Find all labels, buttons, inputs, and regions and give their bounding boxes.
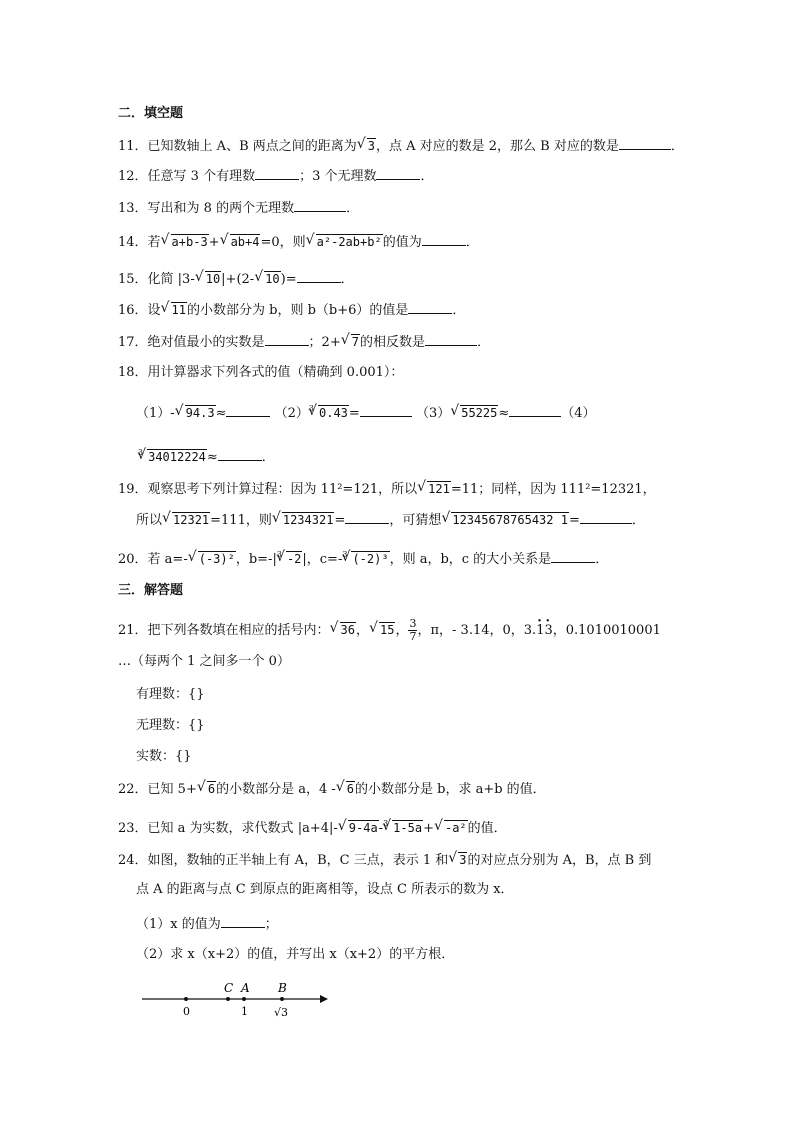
- question-24-part2: （2）求 x（x+2）的值，并写出 x（x+2）的平方根．: [136, 947, 455, 962]
- arrow-icon: [320, 995, 328, 1003]
- answer-blank[interactable]: [422, 232, 466, 246]
- question-13: 13．写出和为 8 的两个无理数 ．: [118, 198, 359, 218]
- question-17: 17．绝对值最小的实数是 ；2+√ 7的相反数是 ．: [118, 332, 490, 352]
- answer-blank[interactable]: [408, 300, 452, 314]
- tick-0: 0: [183, 1005, 190, 1018]
- section-fill-title: 二．填空题: [118, 106, 184, 121]
- label-b: B: [278, 981, 287, 995]
- label-c: C: [224, 981, 234, 995]
- rational-set: 有理数：{}: [136, 687, 205, 702]
- answer-blank[interactable]: [425, 332, 477, 346]
- answer-blank[interactable]: [255, 166, 299, 180]
- question-23: 23．已知 a 为实数，求代数式 |a+4|-√ 9-4a-$^3$√ 1-5a+√ -a²的值．: [118, 815, 507, 838]
- question-18: 18．用计算器求下列各式的值（精确到 0.001）：: [118, 365, 404, 380]
- answer-blank[interactable]: [580, 510, 632, 524]
- answer-blank[interactable]: [294, 198, 346, 212]
- question-16: 16．设√ 11的小数部分为 b，则 b（b+6）的值是 ．: [118, 300, 465, 320]
- answer-blank[interactable]: [265, 332, 309, 346]
- answer-blank[interactable]: [551, 549, 595, 563]
- answer-blank[interactable]: [221, 914, 265, 928]
- point-0: [184, 997, 188, 1001]
- section-answer-title: 三．解答题: [118, 583, 184, 598]
- question-19: 19．观察思考下列计算过程：因为 11²=121，所以√ 121=11；同样，因为 111²=12321，: [118, 480, 656, 499]
- answer-blank[interactable]: [345, 510, 389, 524]
- answer-blank[interactable]: [360, 403, 412, 417]
- question-24-cont: 点 A 的距离与点 C 到原点的距离相等，设点 C 所表示的数为 x．: [136, 882, 514, 897]
- real-set: 实数：{}: [136, 749, 192, 764]
- label-a: A: [241, 981, 250, 995]
- question-24-part1: （1）x 的值为 ；: [136, 914, 278, 934]
- irrational-set: 无理数：{}: [136, 718, 205, 733]
- point-a: [242, 997, 246, 1001]
- question-21-cont: …（每两个 1 之间多一个 0）: [118, 654, 290, 669]
- tick-sqrt3: √3: [274, 1006, 289, 1019]
- point-b: [280, 997, 284, 1001]
- point-c: [226, 997, 230, 1001]
- question-11: 11．已知数轴上 A、B 两点之间的距离为√ 3，点 A 对应的数是 2，那么 B 对应的数是 ．: [118, 136, 684, 156]
- answer-blank[interactable]: [376, 166, 420, 180]
- answer-blank[interactable]: [218, 447, 262, 461]
- question-24: 24．如图，数轴的正半轴上有 A，B，C 三点，表示 1 和√ 3的对应点分别为 A，B，点 B 到: [118, 851, 651, 870]
- question-19-cont: 所以√ 12321=111，则√ 1234321= ，可猜想√ 12345678765432 1= ．: [136, 510, 645, 530]
- question-21: 21．把下列各数填在相应的括号内：√ 36，√ 15， $\frac{3}{7}$ ，π，- 3.14，0，3.· 1· 3，0.1010010001: [118, 618, 661, 643]
- tick-1: 1: [241, 1005, 248, 1018]
- answer-blank[interactable]: [509, 403, 561, 417]
- answer-blank[interactable]: [619, 136, 671, 150]
- question-18-part4: $^3$√ 34012224≈ ．: [138, 444, 275, 467]
- answer-blank[interactable]: [226, 403, 270, 417]
- question-20: 20．若 a=-√ (-3)²，$b=-|^3√$ -2|，c=-$^3$√ (-2)³，则 a，b，c 的大小关系是 ．: [118, 546, 608, 569]
- question-12: 12．任意写 3 个有理数 ；3 个无理数 ．: [118, 166, 434, 186]
- question-14: 14．若√ a+b-3+√ ab+4=0，则√ a²-2ab+b²的值为 ．: [118, 232, 479, 252]
- question-15: 15．化简 |3-√ 10|+(2-√ 10)= ．: [118, 269, 354, 289]
- question-18-parts: （1）-√ $94.3\approx (2)^3√$ 0.43= （3）√ 55225≈ （4）: [136, 400, 596, 423]
- fraction: $\frac{3}{7}$: [409, 617, 417, 643]
- number-line-figure: [138, 978, 338, 1024]
- question-22: 22．已知 5+√ 6的小数部分是 a，4 -√ 6的小数部分是 b，求 a+b 的值．: [118, 780, 546, 799]
- answer-blank[interactable]: [297, 269, 341, 283]
